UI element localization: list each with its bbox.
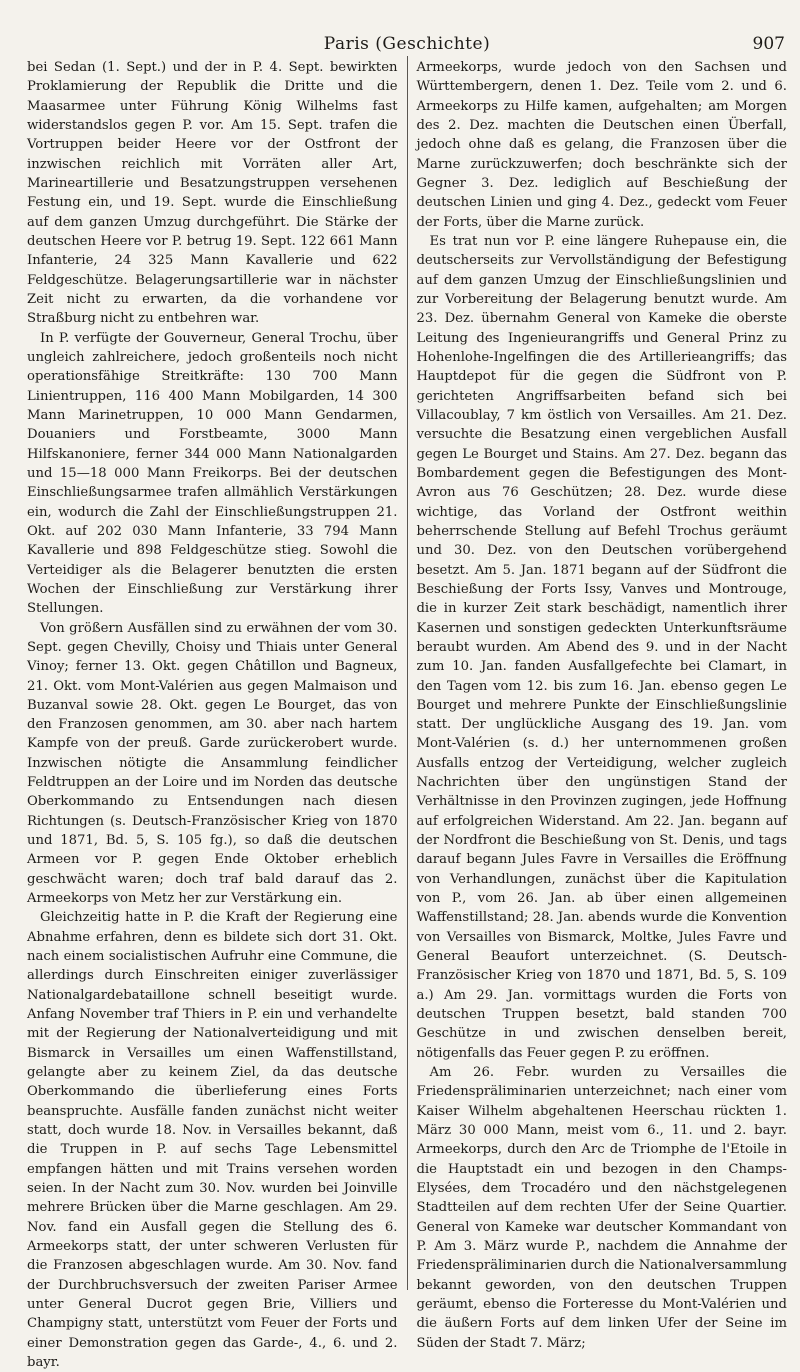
page-number: 907: [752, 34, 785, 54]
paragraph: In P. verfügte der Gouverneur, General Trochu, über ungleich zahlreichere, jedoch großenteils noch nicht operationsfähige Streitkräfte: 130 700 Mann Linientruppen, 116 400 Mann Mobilgarden, 14 300 Mann Marinetruppen, 10 000 Mann Gendarmen, Douaniers und Forstbeamte, 3000 Mann Hilfskanoniere, ferner 344 000 Mann Nationalgarden und 15—18 000 Mann Freikorps. Bei der deutschen Einschließungsarmee trafen allmählich Verstärkungen ein, wodurch die Zahl der Einschließungstruppen 21. Okt. auf 202 030 Mann Infanterie, 33 794 Mann Kavallerie und 898 Feldgeschütze stieg. Sowohl die Verteidiger als die Belagerer benutzten die ersten Wochen der Einschließung zur Verstärkung ihrer Stellungen.: [27, 330, 398, 617]
page-title: Paris (Geschichte): [323, 34, 491, 54]
text-columns: [27, 58, 787, 1370]
right-column: [407, 58, 787, 1351]
paragraph: Armeekorps, wurde jedoch von den Sachsen und Württembergern, denen 1. Dez. Teile vom 2. und 6. Armeekorps zu Hilfe kamen, aufgehalten; am Morgen des 2. Dez. machten die Deutschen einen Überfall, jedoch ohne daß es gelang, die Franzosen über die Marne zurückzuwerfen; doch beschränkte sich der Gegner 3. Dez. lediglich auf Beschießung der deutschen Linien und ging 4. Dez., gedeckt vom Feuer der Forts, über die Marne zurück.: [416, 60, 787, 230]
paragraph: Gleichzeitig hatte in P. die Kraft der Regierung eine Abnahme erfahren, denn es bildete sich dort 31. Okt. nach einem socialistischen Aufruhr eine Commune, die allerdings durch Einschreiten einiger zuverlässiger Nationalgardebataillone schnell beseitigt wurde. Anfang November traf Thiers in P. ein und verhandelte mit der Regierung der Nationalverteidigung und mit Bismarck in Versailles um einen Waffenstillstand, gelangte aber zu keinem Ziel, da das deutsche Oberkommando die überlieferung eines Forts beanspruchte. Ausfälle fanden zunächst nicht weiter statt, doch wurde 18. Nov. in Versailles bekannt, daß die Truppen in P. auf sechs Tage Lebensmittel empfangen hätten und mit Trains versehen worden seien. In der Nacht zum 30. Nov. wurden bei Joinville mehrere Brücken über die Marne geschlagen. Am 29. Nov. fand ein Ausfall gegen die Stellung des 6. Armeekorps statt, der unter schweren Verlusten für die Franzosen abgeschlagen wurde. Am 30. Nov. fand der Durchbruchsversuch der zweiten Pariser Armee unter General Ducrot gegen Brie, Villiers und Champigny statt, unterstützt vom Feuer der Forts und einer Demonstration gegen das Garde-, 4., 6. und 2. bayr.: [27, 910, 398, 1370]
paragraph: Am 26. Febr. wurden zu Versailles die Friedenspräliminarien unterzeichnet; nach einer vom Kaiser Wilhelm abgehaltenen Heerschau rückten 1. März 30 000 Mann, meist vom 6., 11. und 2. bayr. Armeekorps, durch den Arc de Triomphe de l'Etoile in die Hauptstadt ein und bezogen in den Champs-Elysées, dem Trocadéro und den nächstgelegenen Stadtteilen auf dem rechten Ufer der Seine Quartier. General von Kameke war deutscher Kommandant von P. Am 3. März wurde P., nachdem die Annahme der Friedenspräliminarien durch die Nationalversammlung bekannt geworden, von den deutschen Truppen geräumt, ebenso die Forteresse du Mont-Valérien und die äußern Forts auf dem linken Ufer der Seine im Süden der Stadt 7. März;: [416, 1065, 787, 1351]
paragraph: Es trat nun vor P. eine längere Ruhepause ein, die deutscherseits zur Vervollständigung der Befestigung auf dem ganzen Umzug der Einschließungslinien und zur Vorbereitung der Belagerung benutzt wurde. Am 23. Dez. übernahm General von Kameke die oberste Leitung des Ingenieurangriffs und General Prinz zu Hohenlohe-Ingelfingen die des Artillerieangriffs; das Hauptdepot für die gegen die Südfront von P. gerichteten Angriffsarbeiten befand sich bei Villacoublay, 7 km östlich von Versailles. Am 21. Dez. versuchte die Besatzung einen vergeblichen Ausfall gegen Le Bourget und Stains. Am 27. Dez. begann das Bombardement gegen die Befestigungen des Mont-Avron aus 76 Geschützen; 28. Dez. wurde diese wichtige, das Vorland der Ostfront weithin beherrschende Stellung auf Befehl Trochus geräumt und 30. Dez. von den Deutschen vorübergehend besetzt. Am 5. Jan. 1871 begann auf der Südfront die Beschießung der Forts Issy, Vanves und Montrouge, die in kurzer Zeit stark beschädigt, namentlich ihrer Kasernen und sonstigen gedeckten Unterkunftsräume beraubt wurden. Am Abend des 9. und in der Nacht zum 10. Jan. fanden Ausfallgefechte bei Clamart, in den Tagen vom 12. bis zum 16. Jan. ebenso gegen Le Bourget und mehrere Punkte der Einschließungslinie statt. Der unglückliche Ausgang des 19. Jan. vom Mont-Valérien (s. d.) her unternommenen großen Ausfalls entzog der Verteidigung, welcher zugleich Nachrichten über den ungünstigen Stand der Verhältnisse in den Provinzen zugingen, jede Hoffnung auf erfolgreichen Widerstand. Am 22. Jan. begann auf der Nordfront die Beschießung von St. Denis, und tags darauf begann Jules Favre in Versailles die Eröffnung von Verhandlungen, zunächst über die Kapitulation von P., vom 26. Jan. ab über einen allgemeinen Waffenstillstand; 28. Jan. abends wurde die Konvention von Versailles von Bismarck, Moltke, Jules Favre und General Beaufort unterzeichnet. (S. Deutsch-Französischer Krieg von 1870 und 1871, Bd. 5, S. 109 a.) Am 29. Jan. vormittags wurden die Forts von deutschen Truppen besetzt, bald standen 700 Geschütze in und zwischen denselben bereit, nötigenfalls das Feuer gegen P. zu eröffnen.: [416, 233, 787, 1061]
paragraph: bei Sedan (1. Sept.) und der in P. 4. Sept. bewirkten Proklamierung der Republik die Dritte und die Maasarmee unter Führung König Wilhelms fast widerstandslos gegen P. vor. Am 15. Sept. trafen die Vortruppen beider Heere vor der Ostfront der inzwischen reichlich mit Vorräten aller Art, Marineartillerie und Besatzungstruppen versehenen Festung ein, und 19. Sept. wurde die Einschließung auf dem ganzen Umzug durchgeführt. Die Stärke der deutschen Heere vor P. betrug 19. Sept. 122 661 Mann Infanterie, 24 325 Mann Kavallerie und 622 Feldgeschütze. Belagerungsartillerie war in nächster Zeit nicht zu erwarten, da die vorhandene vor Straßburg nicht zu entbehren war.: [27, 60, 398, 327]
paragraph: Von größern Ausfällen sind zu erwähnen der vom 30. Sept. gegen Chevilly, Choisy und Thiais unter General Vinoy; ferner 13. Okt. gegen Châtillon und Bagneux, 21. Okt. vom Mont-Valérien aus gegen Malmaison und Buzanval sowie 28. Okt. gegen Le Bourget, das von den Franzosen genommen, am 30. aber nach hartem Kampfe von der preuß. Garde zurückerobert wurde. Inzwischen nötigte die Ansammlung feindlicher Feldtruppen an der Loire und im Norden das deutsche Oberkommando zu Entsendungen nach diesen Richtungen (s. Deutsch-Französischer Krieg von 1870 und 1871, Bd. 5, S. 105 fg.), so daß die deutschen Armeen vor P. gegen Ende Oktober erheblich geschwächt waren; doch traf bald darauf das 2. Armeekorps von Metz her zur Verstärkung ein.: [27, 620, 398, 907]
left-column: [27, 58, 407, 1370]
running-head: [27, 0, 787, 58]
